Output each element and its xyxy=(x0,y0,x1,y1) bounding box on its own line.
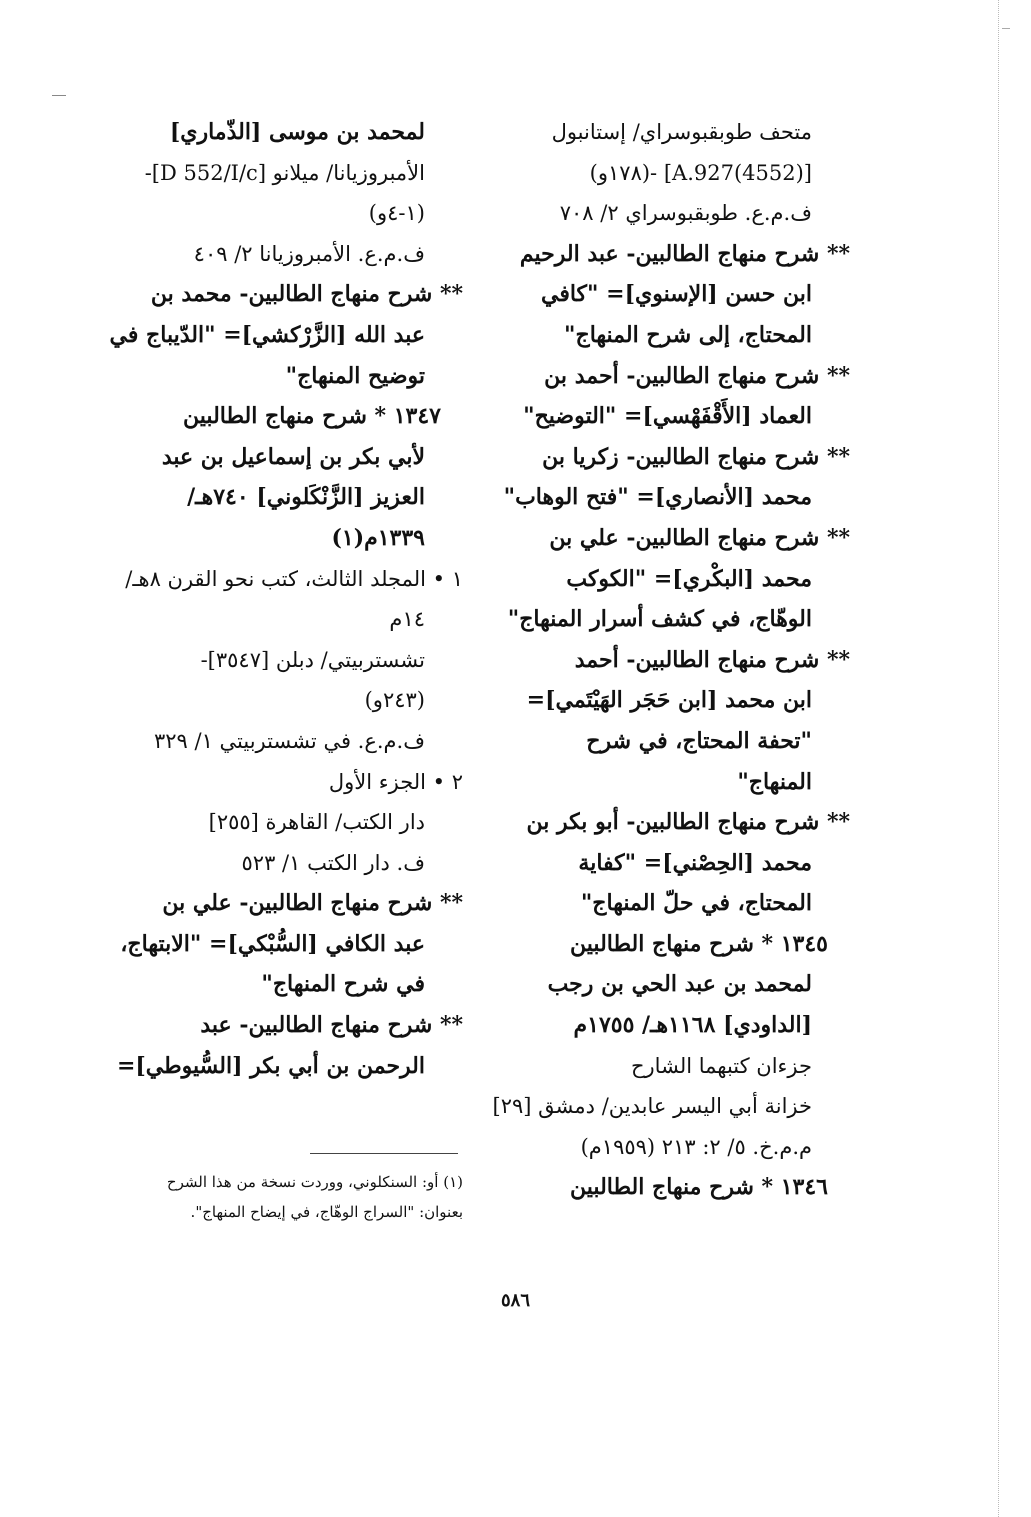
right-column-line: لمحمد بن عبد الحي بن رجب xyxy=(547,971,812,998)
left-column-line: ف. دار الكتب ١/ ٥٢٣ xyxy=(241,850,425,875)
page-number: ٥٨٦ xyxy=(500,1290,530,1311)
right-column-line: ابن حسن [الإسنوي]= "كافي xyxy=(541,281,812,308)
right-column-line: ف.م.ع. طوبقبوسراي ٢/ ٧٠٨ xyxy=(559,201,812,226)
scan-mark-top xyxy=(1002,28,1010,29)
left-column-line: ** شرح منهاج الطالبين- محمد بن xyxy=(150,281,463,308)
left-column-line: ١ • المجلد الثالث، كتب نحو القرن ٨هـ/ xyxy=(125,566,463,591)
left-column-line: ٢ • الجزء الأول xyxy=(328,769,463,794)
footnote xyxy=(118,1167,463,1227)
right-column-line: "تحفة المحتاج، في شرح xyxy=(586,727,812,754)
footnote-line-1: (١) أو: السنكلوني، ووردت نسخة من هذا الشرح xyxy=(166,1173,463,1191)
left-column-line: ** شرح منهاج الطالبين- علي بن xyxy=(162,890,463,917)
left-column-line: ** شرح منهاج الطالبين- عبد xyxy=(200,1012,463,1039)
left-column-line: في شرح المنهاج" xyxy=(261,971,425,998)
left-column-line: الأمبروزيانا/ ميلانو [D 552/I/c]- xyxy=(144,160,425,185)
right-column xyxy=(492,112,850,1208)
right-column-line: جزءان كتبهما الشارح xyxy=(630,1053,812,1078)
right-column-line: الوهّاج، في كشف أسرار المنهاج" xyxy=(507,606,812,633)
right-column-line: ** شرح منهاج الطالبين- علي بن xyxy=(549,524,850,551)
left-column-line: لأبي بكر بن إسماعيل بن عبد xyxy=(161,443,425,470)
scan-mark xyxy=(52,95,66,96)
left-column-line: ١٣٤٧ * شرح منهاج الطالبين xyxy=(183,403,441,430)
right-column-line: محمد [الأنصاري]= "فتح الوهاب" xyxy=(503,484,812,511)
right-column-line: [الداودي] ١١٦٨هـ/ ١٧٥٥م xyxy=(573,1012,812,1039)
left-column-line: دار الكتب/ القاهرة [٢٥٥] xyxy=(208,810,425,835)
left-column-line: العزيز [الزَّنْكَلوني] ٧٤٠هـ/ xyxy=(187,484,425,511)
right-column-line: محمد [البكْري]= "الكوكب xyxy=(566,565,812,592)
right-column-line: متحف طوبقبوسراي/ إستانبول xyxy=(551,120,812,144)
right-column-line: المحتاج، إلى شرح المنهاج" xyxy=(564,321,812,348)
right-column-line: ** شرح منهاج الطالبين- أحمد بن xyxy=(544,362,850,389)
right-column-line: ** شرح منهاج الطالبين- عبد الرحيم xyxy=(519,240,850,267)
left-column-line: تشستربيتي/ دبلن [٣٥٤٧]- xyxy=(200,647,425,672)
right-column-line: المحتاج، في حلّ المنهاج" xyxy=(580,890,812,917)
right-column-line: محمد [الحِصْني]= "كفاية xyxy=(578,849,812,876)
right-column-line: المنهاج" xyxy=(737,768,812,795)
left-column-line: لمحمد بن موسى [الذّماري] xyxy=(169,119,425,145)
left-column-line: (٢٤٣و) xyxy=(364,688,425,713)
left-column-line: عبد الله [الزَّرْكشي]= "الدّيباج في xyxy=(109,321,425,348)
left-column-line: ١٣٣٩م(١) xyxy=(331,524,425,551)
footnote-separator xyxy=(310,1153,458,1154)
left-column-line: توضيح المنهاج" xyxy=(285,362,425,389)
left-column-line: ١٤م xyxy=(389,607,425,632)
right-column-line: العماد [الأَقْفَهْسي]= "التوضيح" xyxy=(523,403,812,430)
footnote-line-2: بعنوان: "السراج الوهّاج، في إيضاح المنهاج". xyxy=(190,1203,463,1221)
right-column-line: ** شرح منهاج الطالبين- أبو بكر بن xyxy=(526,809,850,836)
right-column-line: ١٣٤٦ * شرح منهاج الطالبين xyxy=(570,1174,828,1201)
left-column-line: الرحمن بن أبي بكر [السُّيوطي]= xyxy=(116,1052,425,1079)
left-column-line: عبد الكافي [السُّبْكي]= "الابتهاج، xyxy=(120,930,425,957)
right-column-line: خزانة أبي اليسر عابدين/ دمشق [٢٩] xyxy=(492,1094,812,1119)
right-column-line: م.م.خ. ٥/ ٢: ٢١٣ (١٩٥٩م) xyxy=(580,1134,812,1159)
left-column-line: ف.م.ع. الأمبروزيانا ٢/ ٤٠٩ xyxy=(193,241,425,266)
left-column-line: ف.م.ع. في تشستربيتي ١/ ٣٢٩ xyxy=(153,728,425,753)
right-column-line: ** شرح منهاج الطالبين- زكريا بن xyxy=(542,443,850,470)
right-column-line: ** شرح منهاج الطالبين- أحمد xyxy=(574,646,850,673)
left-column-line: (١-٤و) xyxy=(368,201,425,226)
right-column-line: [A.927(4552)] -(١٧٨و) xyxy=(589,160,812,185)
right-column-line: ١٣٤٥ * شرح منهاج الطالبين xyxy=(570,930,828,957)
right-column-line: ابن محمد [ابن حَجَر الهَيْتَمي]= xyxy=(526,687,812,714)
left-column xyxy=(109,112,463,1086)
